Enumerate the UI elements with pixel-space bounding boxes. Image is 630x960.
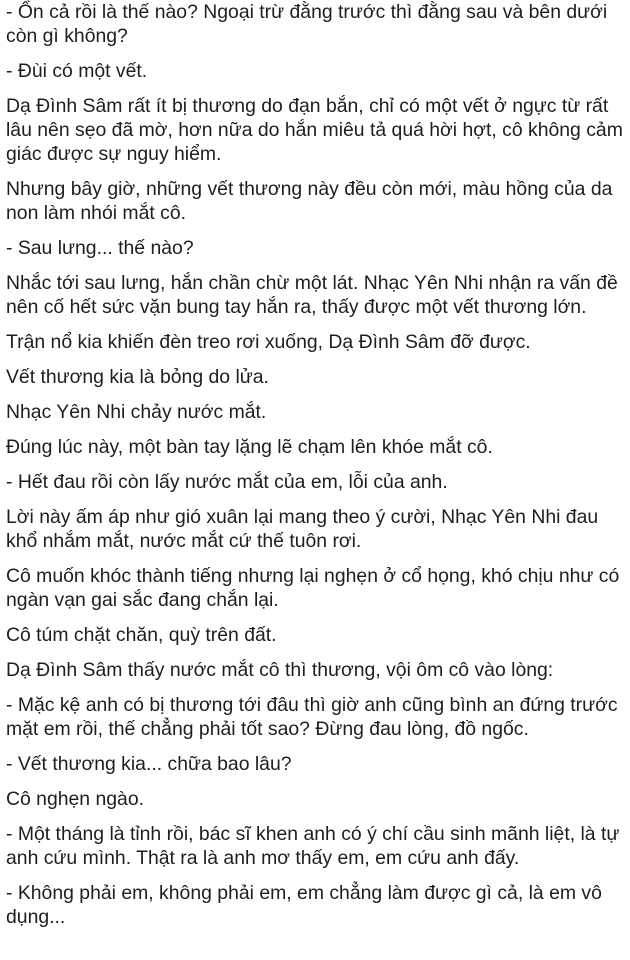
paragraph: - Hết đau rồi còn lấy nước mắt của em, lỗi của anh. bbox=[6, 471, 448, 493]
paragraph: Nhưng bây giờ, những vết thương này đều còn mới, màu hồng của da non làm nhói mắt cô. bbox=[6, 178, 613, 224]
paragraph: Đúng lúc này, một bàn tay lặng lẽ chạm lên khóe mắt cô. bbox=[6, 436, 493, 458]
paragraph: - Ổn cả rồi là thế nào? Ngoại trừ đằng trước thì đằng sau và bên dưới còn gì không? bbox=[6, 1, 608, 47]
paragraph: Dạ Đình Sâm thấy nước mắt cô thì thương, vội ôm cô vào lòng: bbox=[6, 659, 554, 681]
paragraph: Dạ Đình Sâm rất ít bị thương do đạn bắn, chỉ có một vết ở ngực từ rất lâu nên sẹo đã mờ, hơn nữa do hắn miêu tả quá hời hợt, cô không cảm giác được sự nguy hiểm. bbox=[6, 95, 623, 165]
paragraph: Cô nghẹn ngào. bbox=[6, 788, 145, 810]
paragraph: - Mặc kệ anh có bị thương tới đâu thì giờ anh cũng bình an đứng trước mặt em rồi, thế chẳng phải tốt sao? Đừng đau lòng, đồ ngốc. bbox=[6, 694, 618, 740]
paragraph: - Sau lưng... thế nào? bbox=[6, 237, 194, 259]
paragraph: - Vết thương kia... chữa bao lâu? bbox=[6, 753, 292, 775]
paragraph: - Đùi có một vết. bbox=[6, 60, 148, 82]
paragraph: Lời này ấm áp như gió xuân lại mang theo ý cười, Nhạc Yên Nhi đau khổ nhắm mắt, nước mắt cứ thế tuôn rơi. bbox=[6, 506, 599, 552]
paragraph: - Không phải em, không phải em, em chẳng làm được gì cả, là em vô dụng... bbox=[6, 882, 602, 928]
paragraph: Cô túm chặt chăn, quỳ trên đất. bbox=[6, 624, 277, 646]
paragraph: Vết thương kia là bỏng do lửa. bbox=[6, 366, 269, 388]
paragraph: Nhạc Yên Nhi chảy nước mắt. bbox=[6, 401, 267, 423]
paragraph: - Một tháng là tỉnh rồi, bác sĩ khen anh có ý chí cầu sinh mãnh liệt, là tự anh cứu mình. Thật ra là anh mơ thấy em, em cứu anh đấy. bbox=[6, 823, 620, 869]
paragraph: Trận nổ kia khiến đèn treo rơi xuống, Dạ Đình Sâm đỡ được. bbox=[6, 331, 531, 353]
paragraph: Nhắc tới sau lưng, hắn chần chừ một lát. Nhạc Yên Nhi nhận ra vấn đề nên cố hết sức vặn bung tay hắn ra, thấy được một vết thương lớn. bbox=[6, 272, 618, 318]
paragraph: Cô muốn khóc thành tiếng nhưng lại nghẹn ở cổ họng, khó chịu như có ngàn vạn gai sắc đang chắn lại. bbox=[6, 565, 620, 611]
